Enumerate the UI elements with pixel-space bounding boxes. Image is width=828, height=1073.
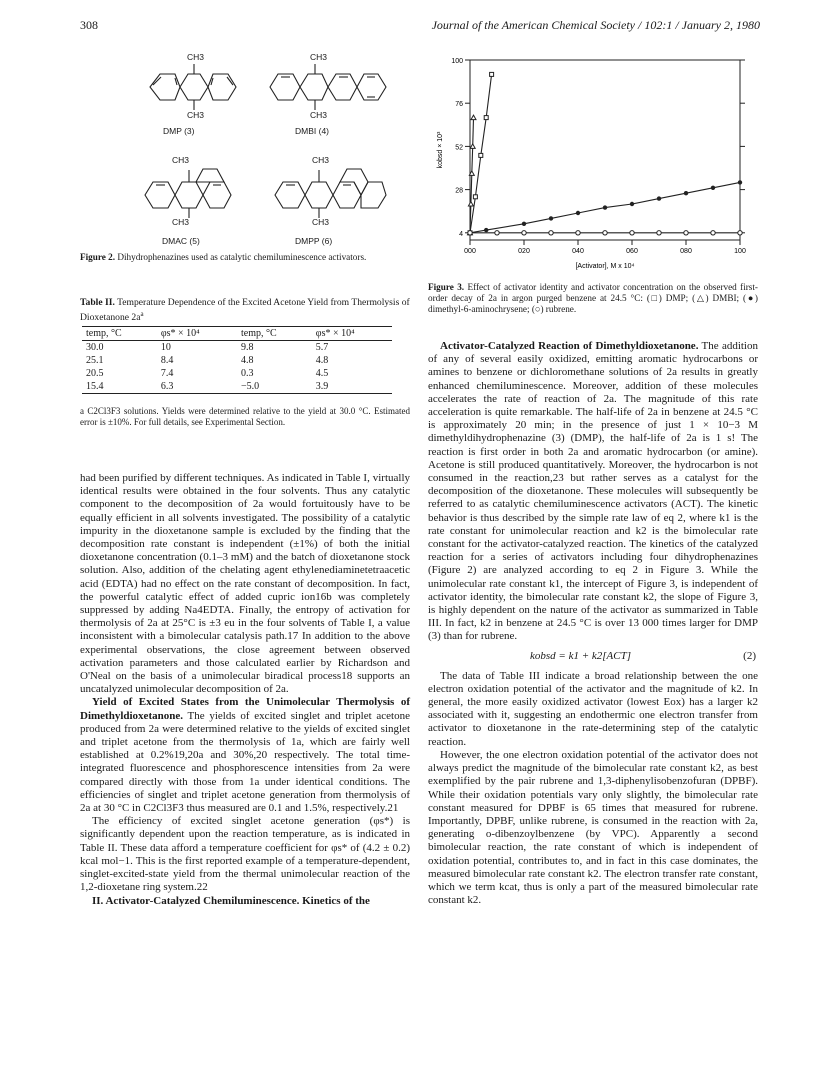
data-point-filled — [603, 205, 607, 209]
table-row — [82, 380, 392, 394]
data-point-filled — [657, 196, 661, 200]
data-point-filled — [549, 216, 553, 220]
body-paragraph: had been purified by different techniques. As indicated in Table I, virtually identical results were obtained in the four solvents. Thus any catalytic component to the decomposition of 2a would fortuitously have to be equally efficient in all solvents investigated. The possibility of a catalytic impurity in the dioxetanone sample is excluded by the finding that the decomposition rate constant is independent (±1%) of both the initial dioxetanone concentration (0.1–3 mM) and the batch of dioxetanone stock solution. Also, addition of the chelating agent ethylenediaminetetraacetic acid (EDTA) had no effect on the rate constant of decomposition. In fact, the powerful catalytic effect of added cupric ion16b was completely suppressed by adding Na4EDTA. Finally, the entropy of activation for thermolysis of 2a at 25°C is ±3 eu in the four solvents of Table I, a value inconsistent with a bimolecular catalysis path.17 In addition to the above experimental observations, the close agreement between observed activation parameters and those calculated earlier by Richardson and O'Neal on the basis of a unimolecular biradical process18 supports an uncatalyzed unimolecular decomposition of 2a. — [80, 472, 410, 696]
body-paragraph: The yields of excited singlet and triplet acetone produced from 2a were determined relative to the yields of excited singlet and triplet acetone from the thermolysis of 1a, which are fairly well established at 0.2%19,20a and 30%,20 respectively. The total time-integrated fluorescence and phosphorescence intensities from 2a were compared directly with those from 1a under identical conditions. The efficiencies of singlet and triplet acetone generation from thermolysis of 2a at 30 °C in C2Cl3F3 thus measured are 0.1 and 1.5%, respectively.21 — [80, 709, 410, 815]
data-point-open — [522, 231, 526, 235]
body-paragraph: The data of Table III indicate a broad relationship between the one electron oxidation potential of the activator and the magnitude of k2. In general, the more easily oxidized activator (lowest Eox) has a larger k2 associated with it, suggesting an endothermic one electron transfer from activator to dioxetanone in the rate-determining step of the catalytic reaction. — [428, 669, 758, 748]
figure-3-caption-label: Figure 3. — [428, 282, 465, 292]
equation-number: (2) — [743, 649, 756, 662]
dmp-structure — [130, 52, 240, 122]
page-number: 308 — [80, 18, 98, 32]
data-point-square — [473, 195, 477, 199]
section-heading: Activator-Catalyzed Reaction of Dimethyldioxetanone. — [440, 340, 699, 352]
x-tick-label: 060 — [626, 248, 638, 255]
body-paragraph: However, the one electron oxidation potential of the activator does not always predict the magnitude of the bimolecular rate constant k2, as best exemplified by the pair rubrene and 1,3-diphenylisobenzofuran (DPBF). While their oxidation potentials vary only slightly, the bimolecular rate constant measured for DPBF is 65 times that measured for rubrene. Importantly, DPBF, unlike rubrene, is consumed in the reaction with 2a, generating o-dibenzoylbenzene (by VPC). Apparently a second bimolecular reaction, the rate constant of which is independent of oxidation potential, contributes to, and in fact in this case dominates, the measured bimolecular rate constant k2. The electron transfer rate constant, which we term kcat, thus is only a part of the measured bimolecular rate constant k2. — [428, 748, 758, 907]
table-2-title — [80, 297, 410, 323]
y-axis-label: kobsd × 10³ — [437, 131, 444, 169]
table-cell: 15.4 — [86, 381, 104, 392]
table-2-title-label: Table II. — [80, 297, 115, 308]
table-cell: −5.0 — [240, 381, 260, 392]
left-column — [80, 472, 410, 908]
dmac-structure — [130, 150, 250, 230]
table-cell: 10 — [160, 342, 171, 353]
dmp-bottom-group: CH3 — [187, 110, 205, 120]
y-tick-label: 76 — [455, 101, 463, 109]
body-paragraph: The efficiency of excited singlet acetone generation (φs*) is significantly dependent upon the reaction temperature, as is indicated in Table II. These data afford a temperature coefficient for φs* of (4.2 ± 0.2) kcal mol−1. This is the first reported example of a temperature-dependent, singlet-excited-state yield from the thermal unimolecular reaction of the 1,2-dioxetane ring system.22 — [80, 815, 410, 894]
data-point-open — [657, 231, 661, 235]
data-point-open — [684, 231, 688, 235]
table-cell: 4.8 — [315, 355, 329, 366]
data-point-square — [490, 72, 494, 76]
data-point-square — [479, 153, 483, 157]
table-cell: 6.3 — [160, 381, 174, 392]
dmbi-bottom-group: CH3 — [310, 110, 328, 120]
table-cell: 25.1 — [86, 355, 104, 366]
y-tick-label: 100 — [451, 58, 463, 65]
figure-2-caption-text: Dihydrophenazines used as catalytic chemiluminescence activators. — [117, 252, 367, 262]
col-header: φs* × 10⁴ — [315, 328, 355, 339]
figure-3-chart — [420, 50, 750, 280]
running-header: Journal of the American Chemical Society / 102:1 / January 2, 1980 — [431, 18, 760, 32]
section-paragraph — [80, 696, 410, 815]
data-point-triangle — [468, 202, 473, 207]
section-paragraph — [428, 340, 758, 644]
x-tick-label: 040 — [572, 248, 584, 255]
x-axis-label: [Activator], M x 10⁴ — [575, 263, 635, 270]
data-point-open — [603, 231, 607, 235]
data-point-filled — [684, 191, 688, 195]
data-point-filled — [630, 202, 634, 206]
x-tick-label: 100 — [734, 248, 746, 255]
y-tick-label: 28 — [455, 187, 463, 195]
data-point-filled — [711, 186, 715, 190]
section-heading: Yield of Excited States from the Unimolecular Thermolysis of Dimethyldioxetanone. — [80, 696, 410, 722]
dmac-bottom-group: CH3 — [172, 217, 190, 227]
table-cell: 4.8 — [240, 355, 254, 366]
table-cell: 0.3 — [240, 368, 254, 379]
dmbi-label: DMBI (4) — [295, 126, 329, 136]
figure-3-caption — [428, 282, 758, 315]
table-row — [82, 354, 392, 367]
data-point-open — [576, 231, 580, 235]
col-header: temp, °C — [86, 328, 122, 339]
table-cell: 3.9 — [315, 381, 329, 392]
data-point-open — [495, 231, 499, 235]
table-cell: 9.8 — [240, 342, 254, 353]
right-column — [428, 340, 758, 907]
table-header-row — [82, 327, 392, 341]
table-2 — [82, 326, 392, 394]
y-tick-label: 52 — [455, 144, 463, 152]
table-cell: 30.0 — [86, 342, 104, 353]
data-point-filled — [484, 228, 488, 232]
section-heading: II. Activator-Catalyzed Chemiluminescence. Kinetics of the — [92, 894, 370, 907]
data-point-open — [630, 231, 634, 235]
data-point-triangle — [471, 115, 476, 120]
figure-2-caption-label: Figure 2. — [80, 252, 116, 262]
data-point-open — [549, 231, 553, 235]
data-point-triangle — [470, 144, 475, 149]
dmac-top-group: CH3 — [172, 155, 190, 165]
body-paragraph: The addition of any of several easily oxidized, emitting aromatic hydrocarbons or amines to benzene or dichloromethane solutions of 2a results in greatly enhanced chemiluminescence. Moreover, addition of these molecules accelerates the rate of reaction of 2a. The magnitude of this rate acceleration is quite remarkable. The half-life of 2a in benzene at 24.5 °C is approximately 20 min; in the presence of just 1 × 10−3 M dimethyldihydrophenazine (3) (DMP), the half-life of 2a is 1 s! The reaction is first order in both 2a and aromatic hydrocarbon (or amine). Acetone is still produced quantitatively. Moreover, the hydrocarbon is not consumed in the reaction,23 but rather serves as a catalyst for the decomposition of the dioxetanone. These molecules will subsequently be referred to as catalytic chemiluminescence activators (ACT). The kinetic behavior is thus described by the simple rate law of eq 2, where k1 is the rate constant for unimolecular reaction and k2 is the bimolecular rate constant for the activator-catalyzed reaction. The kinetics of the catalyzed reaction for a series of activators including four dihydrophenazines (Figure 2) are analyzed according to eq 2 in Figure 3. While the unimolecular rate constant k1, the intercept of Figure 3, is independent of activator identity, the bimolecular rate constant k2, the slope of Figure 3, is highly dependent on the nature of the activator as summarized in Table III. In fact, k2 in benzene at 24.5 °C is over 13 000 times larger for DMP (3) than for rubrene. — [428, 340, 758, 643]
data-point-filled — [522, 222, 526, 226]
table-cell: 5.7 — [315, 342, 329, 353]
table-2-title-note: a — [140, 309, 144, 318]
col-header: φs* × 10⁴ — [160, 328, 200, 339]
data-point-open — [711, 231, 715, 235]
dmbi-top-group: CH3 — [310, 52, 328, 62]
table-row — [82, 341, 392, 355]
dmpp-bottom-group: CH3 — [312, 217, 330, 227]
table-cell: 7.4 — [160, 368, 174, 379]
dmac-label: DMAC (5) — [162, 236, 200, 246]
dmpp-label: DMPP (6) — [295, 236, 333, 246]
x-tick-label: 000 — [464, 248, 476, 255]
data-point-open — [738, 231, 742, 235]
data-point-filled — [738, 180, 742, 184]
data-point-square — [484, 116, 488, 120]
table-2-title-text: Temperature Dependence of the Excited Acetone Yield from Thermolysis of Dioxetanone 2a — [80, 297, 410, 323]
table-cell: 8.4 — [160, 355, 174, 366]
figure-3 — [420, 50, 750, 280]
table-2-footnote: a C2Cl3F3 solutions. Yields were determined relative to the yield at 30.0 °C. Estimated error is ±10%. For full details, see Experimental Section. — [80, 406, 410, 427]
dmp-top-group: CH3 — [187, 52, 205, 62]
figure-3-caption-text: Effect of activator identity and activator concentration on the observed first-order decay of 2a in argon purged benzene at 24.5 °C: (□) DMP; (△) DMBI; (●) dimethyl-6-aminochrysene; (○) rubrene. — [428, 282, 758, 314]
col-header: temp, °C — [240, 328, 277, 339]
dmp-label: DMP (3) — [163, 126, 195, 136]
data-point-open — [468, 231, 472, 235]
equation-text: kobsd = k1 + k2[ACT] — [530, 649, 632, 662]
y-tick-label: 4 — [459, 230, 463, 238]
figure-2-caption — [80, 252, 410, 263]
table-row — [82, 367, 392, 380]
table-cell: 4.5 — [315, 368, 329, 379]
table-cell: 20.5 — [86, 368, 104, 379]
x-tick-label: 080 — [680, 248, 692, 255]
dmpp-top-group: CH3 — [312, 155, 330, 165]
equation-2 — [428, 647, 758, 667]
x-tick-label: 020 — [518, 248, 530, 255]
plot-frame — [470, 60, 740, 240]
figure-2-structures — [120, 40, 420, 246]
data-point-filled — [576, 211, 580, 215]
